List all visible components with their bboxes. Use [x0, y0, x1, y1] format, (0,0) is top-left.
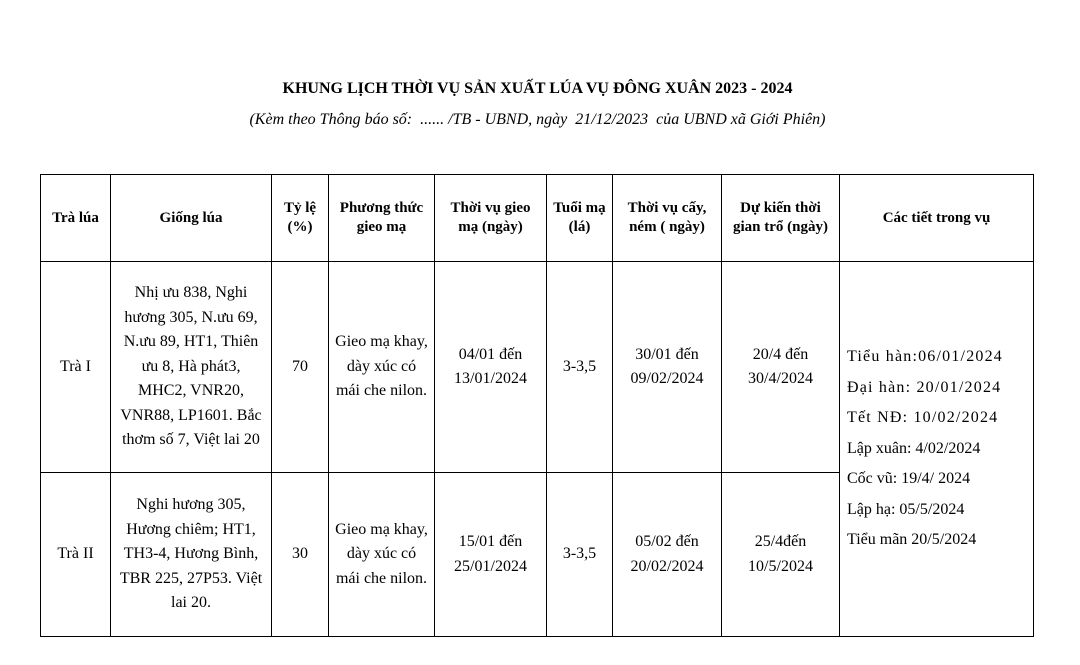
header-du-kien-tro: Dự kiến thời gian trổ (ngày) — [722, 175, 840, 262]
period-item: Đại hàn: 20/01/2024 — [847, 378, 1002, 396]
cell-thoi-vu-gieo: 04/01 đến 13/01/2024 — [435, 262, 547, 473]
header-tuoi-ma: Tuổi mạ (lá) — [547, 175, 613, 262]
period-item: Tết NĐ: 10/02/2024 — [847, 409, 999, 427]
cell-du-kien-tro: 25/4đến 10/5/2024 — [722, 473, 840, 637]
crop-calendar-table — [40, 174, 1034, 637]
table-header-row — [41, 175, 1034, 262]
period-item: Lập xuân: 4/02/2024 — [847, 439, 981, 457]
table-row — [41, 262, 1034, 473]
cell-giong-lua: Nghi hương 305, Hương chiêm; HT1, TH3-4, Hương Bình, TBR 225, 27P53. Việt lai 20. — [111, 473, 272, 637]
cell-phuong-thuc: Gieo mạ khay, dày xúc có mái che nilon. — [329, 473, 435, 637]
header-phuong-thuc: Phương thức gieo mạ — [329, 175, 435, 262]
cell-ty-le: 70 — [272, 262, 329, 473]
cell-ty-le: 30 — [272, 473, 329, 637]
document-title: KHUNG LỊCH THỜI VỤ SẢN XUẤT LÚA VỤ ĐÔNG XUÂN 2023 - 2024 — [282, 80, 793, 97]
period-item: Tiểu hàn:06/01/2024 — [847, 348, 1003, 366]
cell-tra-lua: Trà II — [41, 473, 111, 637]
cell-tra-lua: Trà I — [41, 262, 111, 473]
cell-cac-tiet — [840, 262, 1034, 637]
header-thoi-vu-gieo: Thời vụ gieo mạ (ngày) — [435, 175, 547, 262]
header-thoi-vu-cay: Thời vụ cấy, ném ( ngày) — [613, 175, 722, 262]
cell-tuoi-ma: 3-3,5 — [547, 262, 613, 473]
cell-thoi-vu-cay: 05/02 đến 20/02/2024 — [613, 473, 722, 637]
header-tra-lua: Trà lúa — [41, 175, 111, 262]
header-giong-lua: Giống lúa — [111, 175, 272, 262]
header-cac-tiet: Các tiết trong vụ — [840, 175, 1034, 262]
cell-thoi-vu-cay: 30/01 đến 09/02/2024 — [613, 262, 722, 473]
period-item: Lập hạ: 05/5/2024 — [847, 500, 965, 518]
header-ty-le: Tỷ lệ (%) — [272, 175, 329, 262]
cell-thoi-vu-gieo: 15/01 đến 25/01/2024 — [435, 473, 547, 637]
period-item: Tiểu mãn 20/5/2024 — [847, 531, 977, 549]
cell-tuoi-ma: 3-3,5 — [547, 473, 613, 637]
cell-giong-lua: Nhị ưu 838, Nghi hương 305, N.ưu 69, N.ưu 89, HT1, Thiên ưu 8, Hà phát3, MHC2, VNR20, VNR88, LP1601. Bắc thơm số 7, Việt lai 20 — [111, 262, 272, 473]
cell-du-kien-tro: 20/4 đến 30/4/2024 — [722, 262, 840, 473]
period-item: Cốc vũ: 19/4/ 2024 — [847, 470, 971, 488]
cell-phuong-thuc: Gieo mạ khay, dày xúc có mái che nilon. — [329, 262, 435, 473]
document-subtitle: (Kèm theo Thông báo số: ...... /TB - UBND, ngày 21/12/2023 của UBND xã Giới Phiên) — [249, 111, 826, 128]
